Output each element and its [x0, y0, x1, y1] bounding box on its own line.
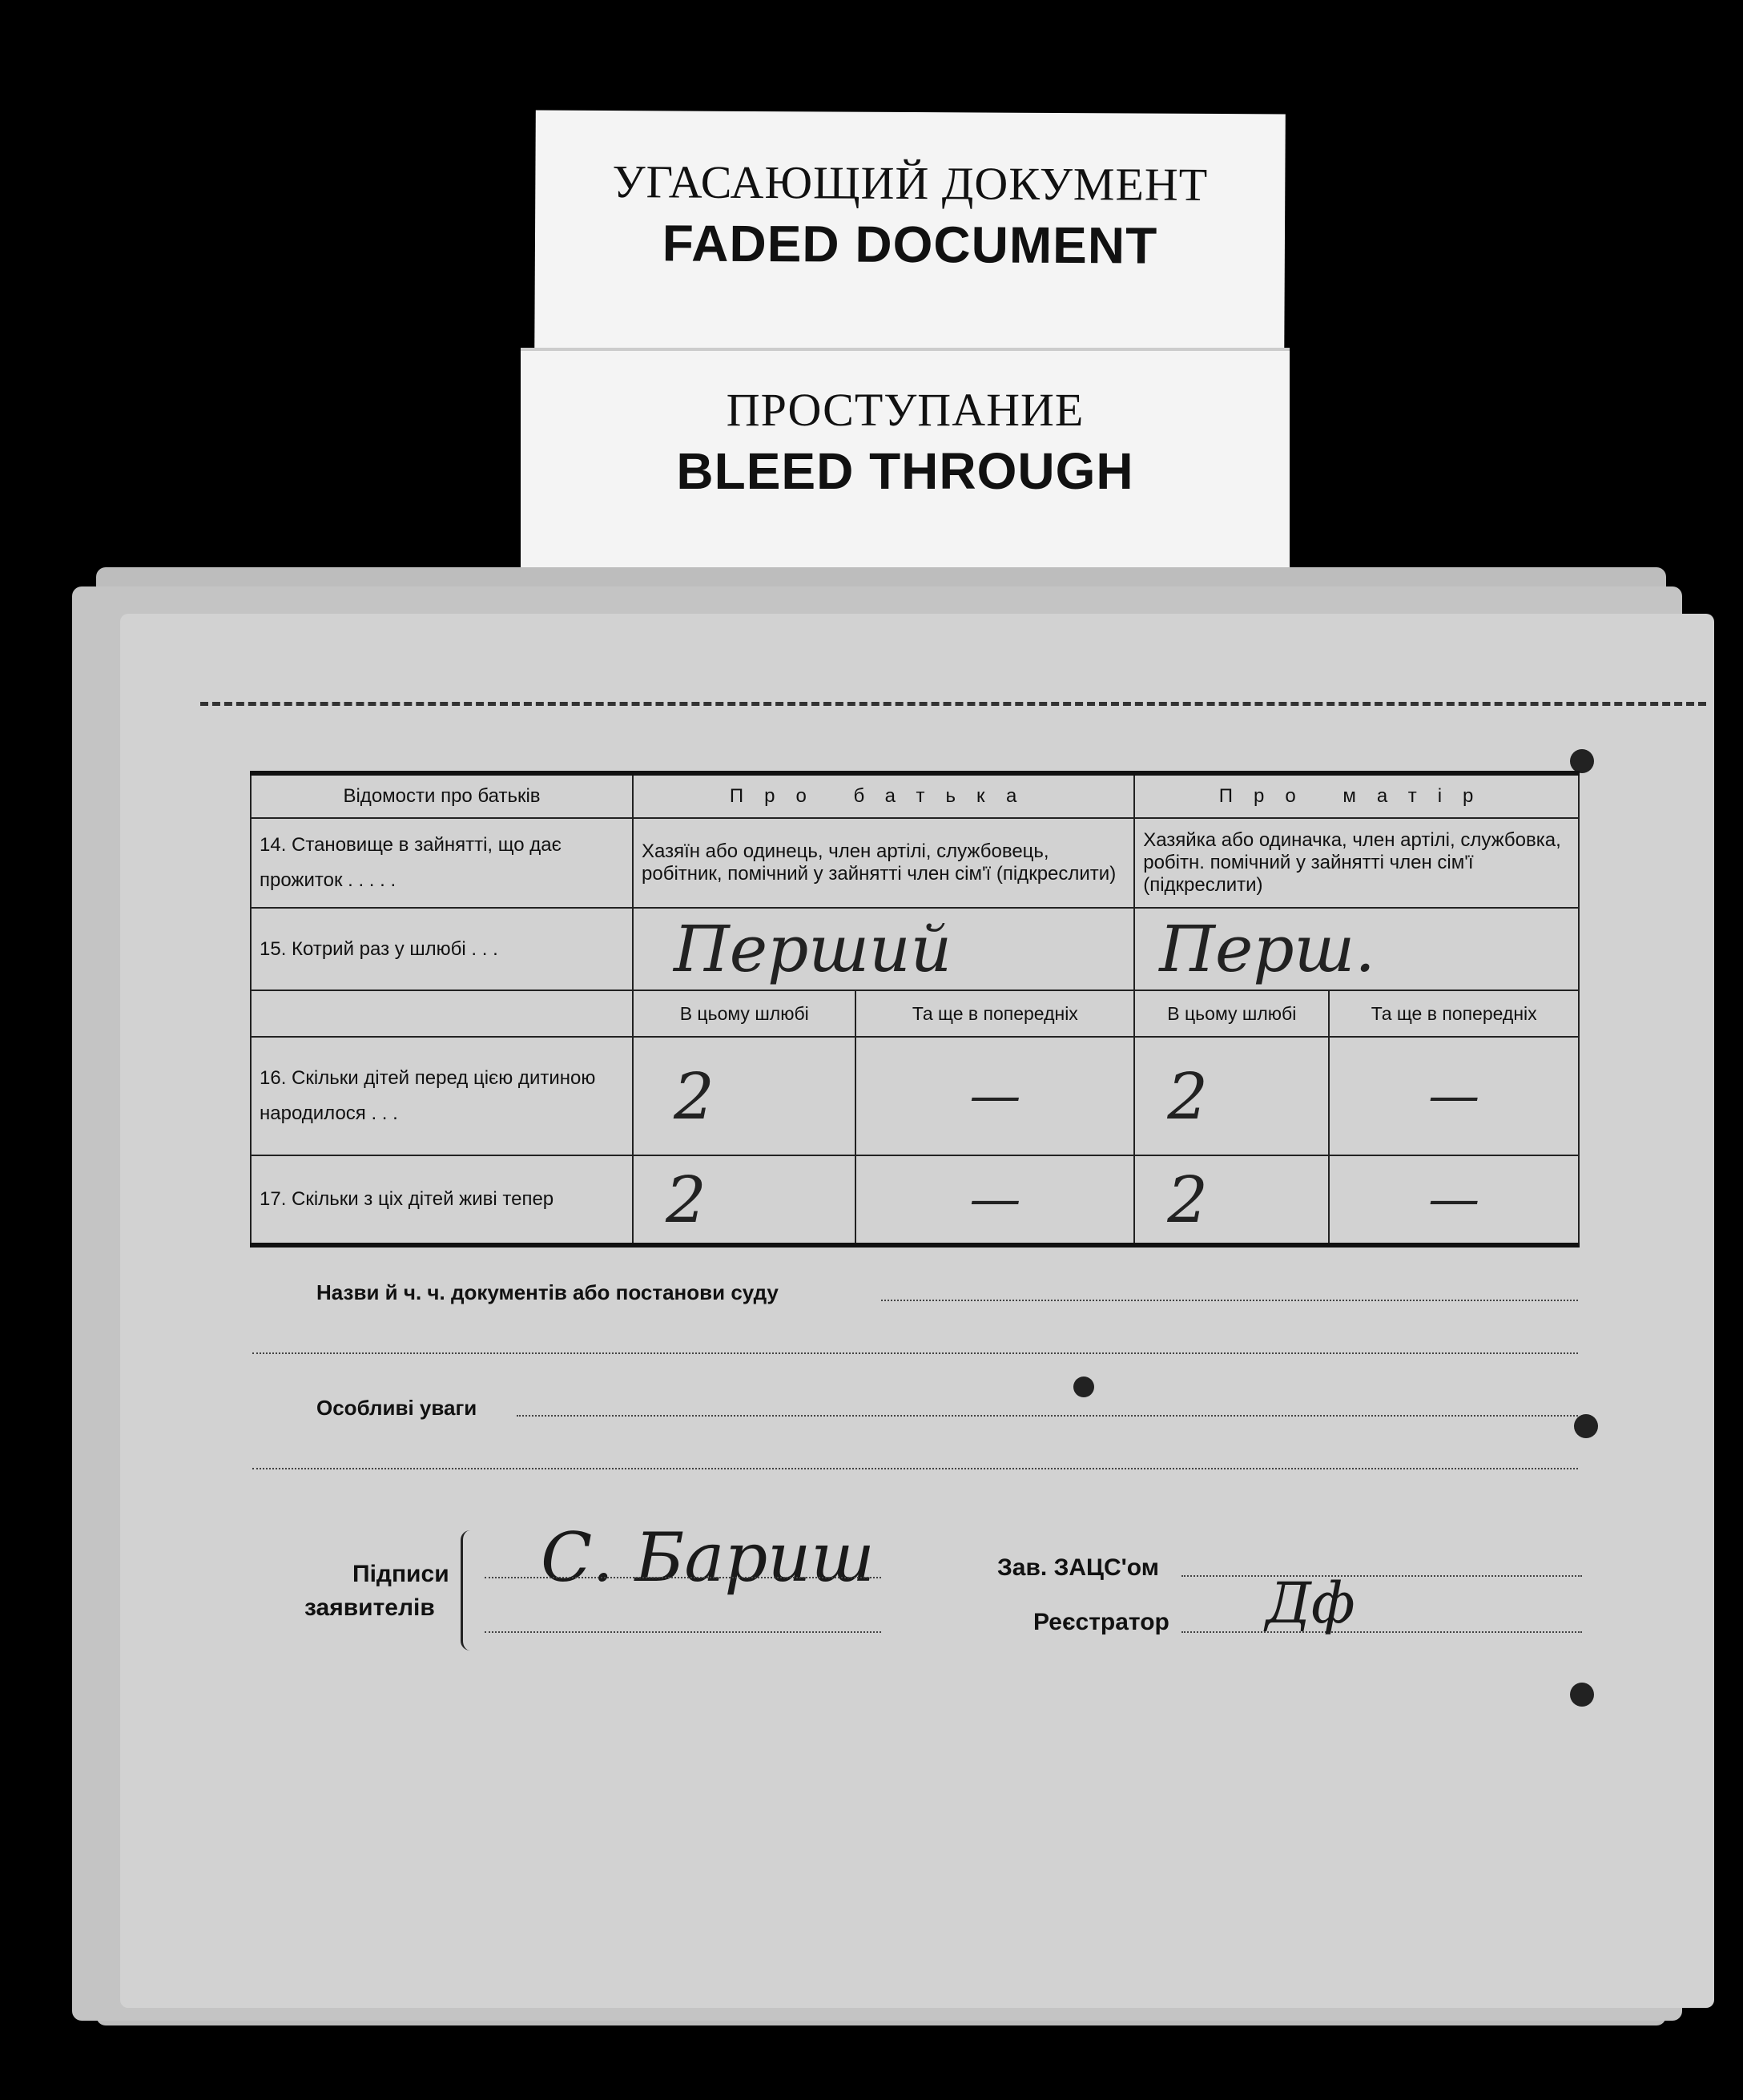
subheader-father-prev: Та ще в попередніх [855, 990, 1134, 1037]
parents-info-table [250, 771, 1580, 1248]
faded-document-label [534, 111, 1286, 363]
father-occupation-options: Хазяїн або одинець, член артілі, службовець, робітник, помічний у зайнятті член сім'ї (підкреслити) [633, 818, 1134, 908]
question-14: 14. Становище в зайнятті, що дає прожиток . . . . . [251, 818, 633, 908]
notes-line [517, 1415, 1578, 1417]
applicants-label-1: Підписи [352, 1561, 449, 1587]
mother-children-born: 2 [1134, 1037, 1329, 1155]
question-17: 17. Скільки з ціх дітей живі тепер [251, 1155, 633, 1245]
father-children-born: 2 [633, 1037, 855, 1155]
punch-hole [1570, 1683, 1594, 1707]
faded-label-en: FADED DOCUMENT [662, 214, 1158, 275]
documents-label: Назви й ч. ч. документів або постанови суду [316, 1280, 779, 1304]
bleed-through-label [521, 351, 1290, 591]
punch-hole [1073, 1376, 1094, 1397]
mother-children-born-prev: — [1329, 1037, 1579, 1155]
subheader-mother-prev: Та ще в попередніх [1329, 990, 1579, 1037]
mother-occupation-options: Хазяйка або одиначка, член артілі, службовка, робітн. помічний у зайнятті член сім'ї (підкреслити) [1134, 818, 1579, 908]
father-children-alive-prev: — [855, 1155, 1134, 1245]
applicant-signature: С. Бариш [541, 1518, 875, 1597]
applicant-signature-line-2 [485, 1631, 881, 1633]
subheader-blank [251, 990, 633, 1037]
registrar-signature: Дф [1266, 1570, 1355, 1636]
head-of-registry-label: Зав. ЗАЦС'ом [997, 1554, 1159, 1581]
punch-hole [1574, 1414, 1598, 1438]
father-children-born-prev: — [855, 1037, 1134, 1155]
question-16: 16. Скільки дітей перед цією дитиною народилося . . . [251, 1037, 633, 1155]
head-signature-line [1181, 1575, 1582, 1577]
perforation-line [200, 702, 1706, 706]
father-marriage-count: Перший [633, 908, 1134, 990]
bleed-label-en: BLEED THROUGH [676, 442, 1134, 500]
documents-line [881, 1300, 1578, 1301]
applicant-signature-line-1 [485, 1577, 881, 1578]
signature-brace [461, 1530, 474, 1651]
punch-hole [1570, 749, 1594, 773]
mother-children-alive: 2 [1134, 1155, 1329, 1245]
subheader-father-this: В цьому шлюбі [633, 990, 855, 1037]
documents-line-2 [252, 1352, 1578, 1354]
registrar-label: Реєстратор [1033, 1609, 1169, 1635]
notes-line-2 [252, 1468, 1578, 1469]
applicants-label-2: заявителів [304, 1594, 435, 1621]
notes-label: Особливі уваги [316, 1396, 477, 1420]
mother-children-alive-prev: — [1329, 1155, 1579, 1245]
header-father: Про батька [633, 773, 1134, 818]
registrar-signature-line [1181, 1631, 1582, 1633]
mother-marriage-count: Перш. [1134, 908, 1579, 990]
bleed-label-ru: ПРОСТУПАНИЕ [726, 384, 1085, 436]
header-parents-info: Відомости про батьків [251, 773, 633, 818]
subheader-mother-this: В цьому шлюбі [1134, 990, 1329, 1037]
father-children-alive: 2 [633, 1155, 855, 1245]
faded-label-ru: УГАСАЮЩИЙ ДОКУМЕНТ [612, 155, 1209, 211]
question-15: 15. Котрий раз у шлюбі . . . [251, 908, 633, 990]
header-mother: Про матір [1134, 773, 1579, 818]
